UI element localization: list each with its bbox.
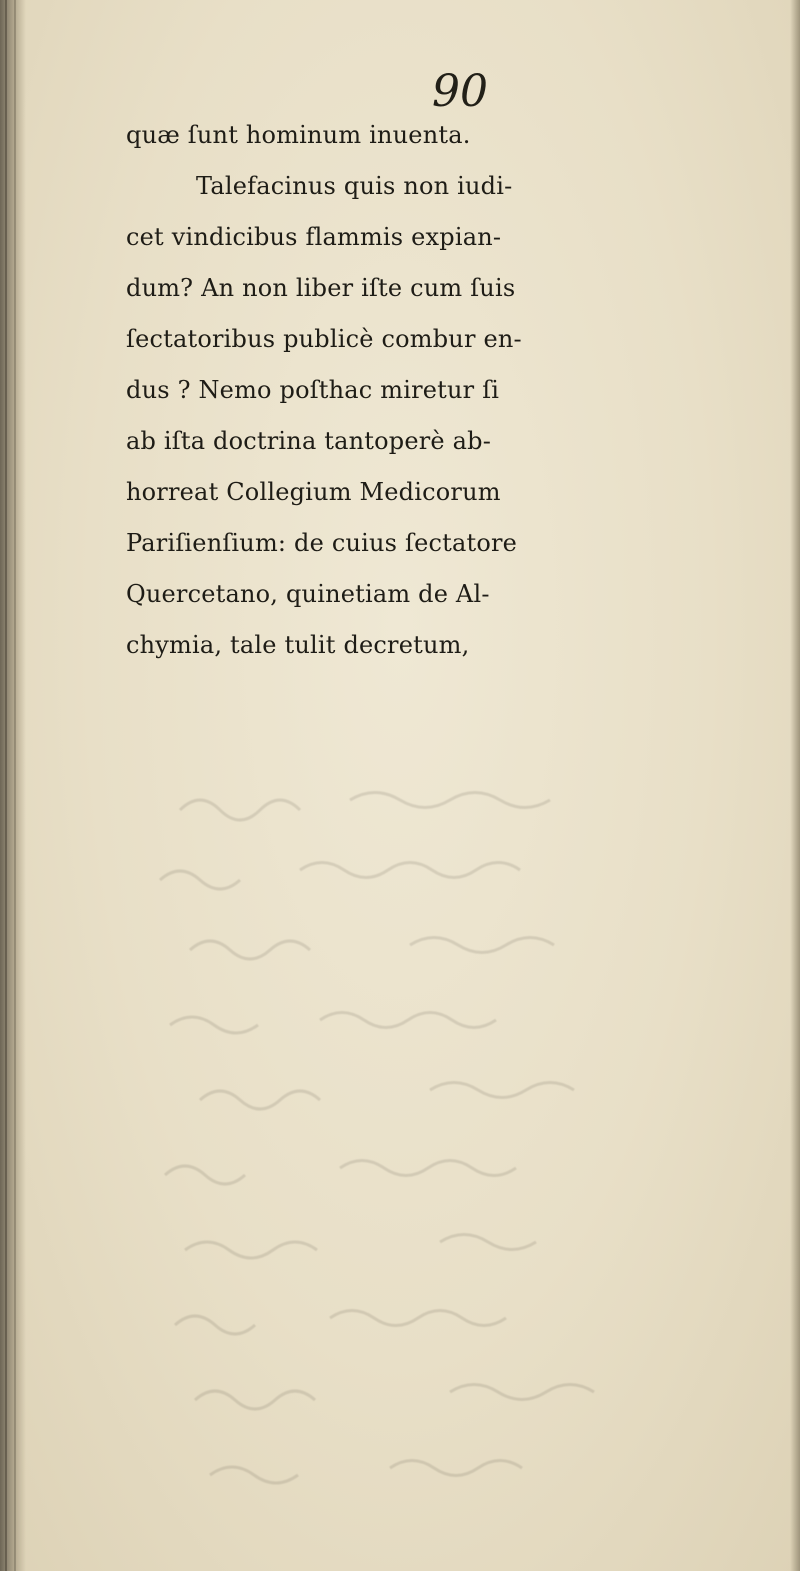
binding-crease (5, 0, 7, 1571)
text-line: chymia, tale tulit decretum, (126, 631, 470, 659)
text-line: Talefacinus quis non iudi- (196, 172, 513, 200)
binding-crease (14, 0, 16, 1571)
text-line: cet vindicibus flammis expian- (126, 223, 502, 251)
text-line: Quercetano, quinetiam de Al- (126, 580, 490, 608)
text-line: dum? An non liber iſte cum ſuis (126, 274, 516, 302)
body-text (126, 110, 800, 671)
text-line: dus ? Nemo poſthac miretur ſi (126, 376, 500, 404)
show-through-texture (150, 770, 770, 1530)
text-line: Pariſienſium: de cuius ſectatore (126, 529, 518, 557)
page-binding-shadow (0, 0, 26, 1571)
text-line: horreat Collegium Medicorum (126, 478, 501, 506)
text-line: ab iſta doctrina tantoperè ab- (126, 427, 492, 455)
text-line: ſectatoribus publicè combur en- (126, 325, 522, 353)
text-line: quæ ſunt hominum inuenta. (126, 121, 471, 149)
page-number: 90 (432, 66, 488, 117)
